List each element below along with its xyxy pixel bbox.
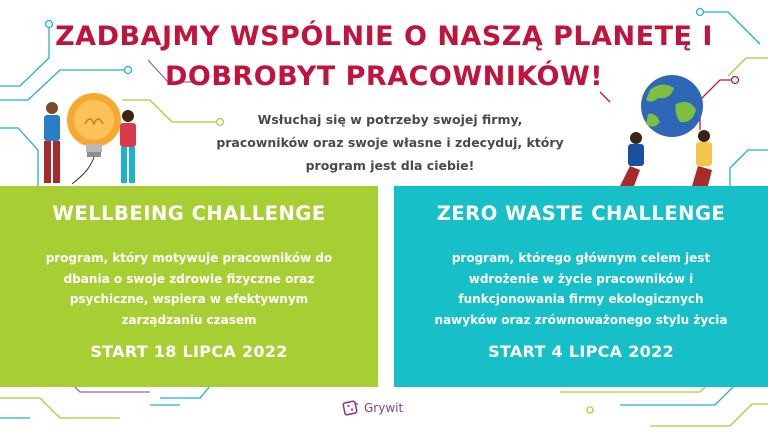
logo-text: Grywit [364, 401, 404, 415]
person-right [120, 110, 136, 183]
page-title-line-2: DOBROBYT PRACOWNIKÓW! [164, 61, 604, 92]
panel-start-date: START 18 LIPCA 2022 [90, 342, 288, 361]
subtitle [190, 108, 590, 177]
person-right [692, 130, 712, 186]
grywit-logo [342, 399, 403, 417]
globe-people-illustration [612, 74, 732, 192]
dice-icon [342, 399, 360, 417]
panel-description-line: dbania o swoje zdrowie fizyczne oraz [63, 271, 315, 286]
panel-description-line: funkcjonowania firmy ekologicznych [458, 292, 704, 306]
wellbeing-challenge-panel [0, 186, 378, 387]
panel-description-line: zarządzaniu czasem [121, 312, 257, 327]
panel-description-line: psychiczne, wspiera w efektywnym [69, 292, 309, 306]
subtitle-line: program jest dla ciebie! [305, 158, 475, 173]
zero-waste-challenge-panel [394, 186, 768, 387]
lightbulb-icon [67, 93, 121, 184]
subtitle-line: pracowników oraz swoje własne i zdecyduj, który [216, 135, 564, 150]
panel-description [412, 248, 750, 330]
panel-description-line: program, którego głównym celem jest [451, 251, 711, 265]
person-left [44, 102, 60, 183]
panel-description-line: program, który motywuje pracowników do [45, 251, 333, 265]
panel-description-line: nawyków oraz zrównoważonego stylu życia [434, 312, 728, 327]
panel-description-line: wdrożenie w życie pracowników i [468, 271, 694, 286]
person-left [620, 132, 644, 186]
globe-icon [641, 75, 703, 137]
page-title-line-1: ZADBAJMY WSPÓLNIE O NASZĄ PLANETĘ I [55, 21, 713, 52]
panel-start-date: START 4 LIPCA 2022 [488, 342, 674, 361]
panel-title: WELLBEING CHALLENGE [52, 202, 326, 225]
panel-title: ZERO WASTE CHALLENGE [436, 202, 726, 225]
subtitle-line: Wsłuchaj się w potrzeby swojej firmy, [257, 112, 523, 127]
lightbulb-people-illustration [30, 84, 160, 188]
panel-description [18, 248, 360, 330]
